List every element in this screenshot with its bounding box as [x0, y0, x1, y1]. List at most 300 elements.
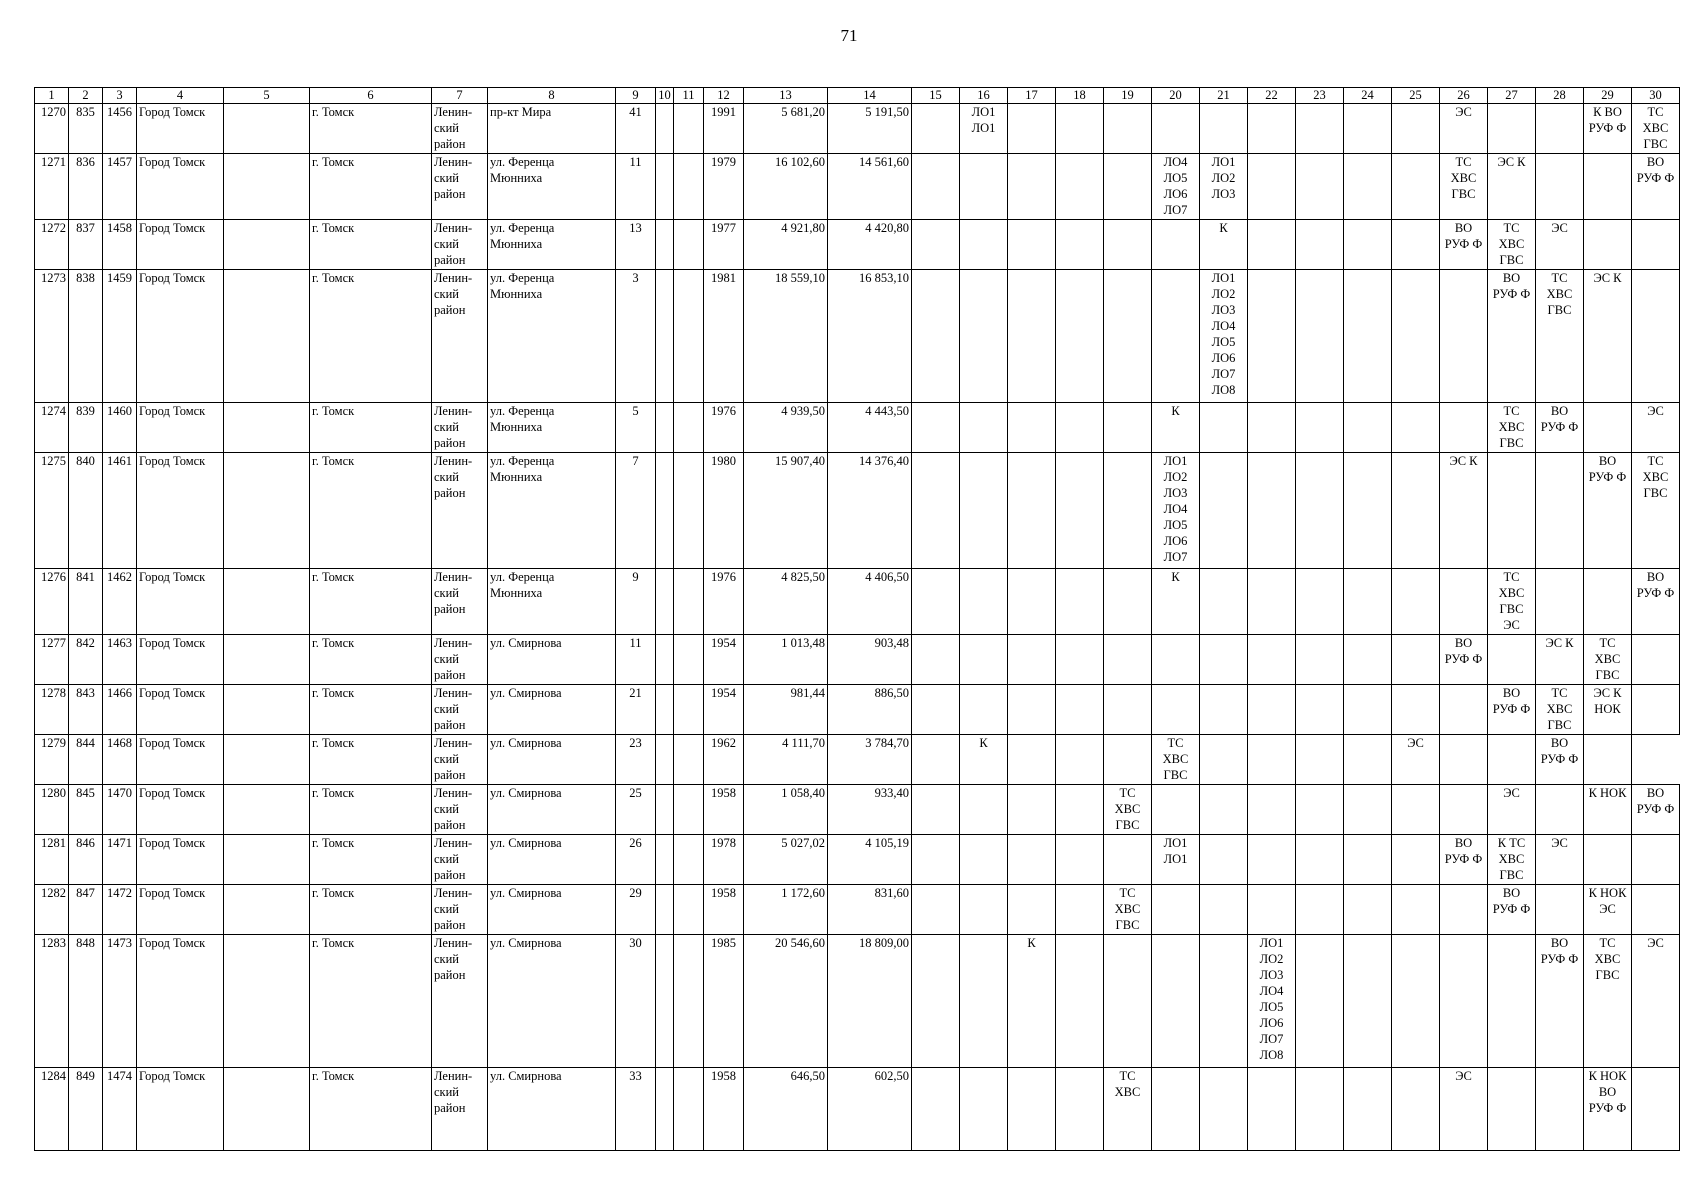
cell-col-12: 1980 — [704, 453, 744, 569]
cell-col-11 — [674, 403, 704, 453]
cell-col-10 — [656, 403, 674, 453]
cell-col-10 — [656, 1068, 674, 1151]
cell-col-1: 1274 — [35, 403, 69, 453]
cell-col-7: Ленин- ский район — [432, 569, 488, 635]
cell-col-28 — [1536, 154, 1584, 220]
cell-col-15 — [912, 220, 960, 270]
cell-col-24 — [1344, 635, 1392, 685]
cell-col-10 — [656, 785, 674, 835]
cell-col-29: ТС ХВС ГВС — [1584, 635, 1632, 685]
cell-col-4: Город Томск — [137, 220, 224, 270]
cell-col-29 — [1584, 403, 1632, 453]
cell-col-19 — [1104, 453, 1152, 569]
cell-col-8: ул. Ференца Мюнниха — [488, 154, 616, 220]
cell-col-23 — [1296, 569, 1344, 635]
cell-col-25: ЭС — [1392, 735, 1440, 785]
cell-col-13: 16 102,60 — [744, 154, 828, 220]
cell-col-19 — [1104, 104, 1152, 154]
cell-col-20 — [1152, 270, 1200, 403]
cell-col-7: Ленин- ский район — [432, 835, 488, 885]
cell-col-28 — [1536, 1068, 1584, 1151]
cell-col-8: ул. Смирнова — [488, 935, 616, 1068]
column-header-27: 27 — [1488, 88, 1536, 104]
table-row — [35, 403, 1680, 453]
cell-col-21 — [1200, 835, 1248, 885]
cell-col-3: 1466 — [103, 685, 137, 735]
cell-col-29: К НОК ЭС — [1584, 885, 1632, 935]
cell-col-4: Город Томск — [137, 835, 224, 885]
table-row — [35, 835, 1680, 885]
cell-col-19 — [1104, 685, 1152, 735]
cell-col-2: 848 — [69, 935, 103, 1068]
cell-col-22 — [1248, 835, 1296, 885]
cell-col-19 — [1104, 154, 1152, 220]
cell-col-12: 1976 — [704, 403, 744, 453]
cell-col-15 — [912, 403, 960, 453]
cell-col-10 — [656, 220, 674, 270]
cell-col-11 — [674, 835, 704, 885]
cell-col-23 — [1296, 403, 1344, 453]
cell-col-22 — [1248, 635, 1296, 685]
cell-col-15 — [912, 453, 960, 569]
cell-col-24 — [1344, 835, 1392, 885]
cell-col-16 — [960, 835, 1008, 885]
cell-col-22: ЛО1 ЛО2 ЛО3 ЛО4 ЛО5 ЛО6 ЛО7 ЛО8 — [1248, 935, 1296, 1068]
cell-col-30 — [1632, 220, 1680, 270]
cell-col-30 — [1632, 270, 1680, 403]
cell-col-7: Ленин- ский район — [432, 453, 488, 569]
cell-col-29 — [1584, 835, 1632, 885]
cell-col-9: 41 — [616, 104, 656, 154]
cell-col-22 — [1248, 1068, 1296, 1151]
cell-col-6: г. Томск — [310, 403, 432, 453]
cell-col-3: 1468 — [103, 735, 137, 785]
cell-col-28: ТС ХВС ГВС — [1536, 270, 1584, 403]
cell-col-15 — [912, 835, 960, 885]
cell-col-14: 16 853,10 — [828, 270, 912, 403]
column-header-row — [35, 88, 1680, 104]
cell-col-25 — [1392, 635, 1440, 685]
cell-col-1: 1284 — [35, 1068, 69, 1151]
cell-col-2: 838 — [69, 270, 103, 403]
cell-col-17: К — [1008, 935, 1056, 1068]
cell-col-22 — [1248, 270, 1296, 403]
cell-col-1: 1281 — [35, 835, 69, 885]
cell-col-25 — [1392, 154, 1440, 220]
cell-col-15 — [912, 735, 960, 785]
cell-col-23 — [1296, 1068, 1344, 1151]
cell-col-10 — [656, 935, 674, 1068]
cell-col-25 — [1392, 1068, 1440, 1151]
cell-col-13: 5 027,02 — [744, 835, 828, 885]
cell-col-4: Город Томск — [137, 935, 224, 1068]
cell-col-26: ВО РУФ Ф — [1440, 635, 1488, 685]
cell-col-7: Ленин- ский район — [432, 635, 488, 685]
cell-col-13: 981,44 — [744, 685, 828, 735]
cell-col-18 — [1056, 935, 1104, 1068]
cell-col-16 — [960, 785, 1008, 835]
cell-col-19 — [1104, 835, 1152, 885]
cell-col-1: 1270 — [35, 104, 69, 154]
cell-col-21 — [1200, 569, 1248, 635]
cell-col-2: 839 — [69, 403, 103, 453]
cell-col-27: ЭС — [1488, 785, 1536, 835]
cell-col-14: 4 105,19 — [828, 835, 912, 885]
cell-col-16 — [960, 569, 1008, 635]
cell-col-12: 1991 — [704, 104, 744, 154]
cell-col-17 — [1008, 1068, 1056, 1151]
cell-col-9: 21 — [616, 685, 656, 735]
cell-col-28: ЭС — [1536, 220, 1584, 270]
cell-col-17 — [1008, 785, 1056, 835]
cell-col-3: 1470 — [103, 785, 137, 835]
column-header-23: 23 — [1296, 88, 1344, 104]
cell-col-18 — [1056, 104, 1104, 154]
cell-col-26 — [1440, 735, 1488, 785]
cell-col-7: Ленин- ский район — [432, 154, 488, 220]
cell-col-11 — [674, 885, 704, 935]
table-row — [35, 1068, 1680, 1151]
cell-col-16: К — [960, 735, 1008, 785]
cell-col-7: Ленин- ский район — [432, 885, 488, 935]
cell-col-20 — [1152, 885, 1200, 935]
column-header-30: 30 — [1632, 88, 1680, 104]
cell-col-23 — [1296, 154, 1344, 220]
cell-col-25 — [1392, 685, 1440, 735]
cell-col-26: ЭС К — [1440, 453, 1488, 569]
cell-col-18 — [1056, 885, 1104, 935]
cell-col-1: 1278 — [35, 685, 69, 735]
cell-col-9: 33 — [616, 1068, 656, 1151]
cell-col-10 — [656, 154, 674, 220]
cell-col-3: 1460 — [103, 403, 137, 453]
cell-col-24 — [1344, 569, 1392, 635]
cell-col-24 — [1344, 403, 1392, 453]
cell-col-6: г. Томск — [310, 453, 432, 569]
cell-col-17 — [1008, 220, 1056, 270]
cell-col-4: Город Томск — [137, 735, 224, 785]
cell-col-1: 1276 — [35, 569, 69, 635]
cell-col-6: г. Томск — [310, 685, 432, 735]
cell-col-28 — [1536, 453, 1584, 569]
cell-col-3: 1457 — [103, 154, 137, 220]
cell-col-21 — [1200, 785, 1248, 835]
cell-col-9: 9 — [616, 569, 656, 635]
column-header-6: 6 — [310, 88, 432, 104]
cell-col-28: ЭС — [1536, 835, 1584, 885]
cell-col-12: 1985 — [704, 935, 744, 1068]
cell-col-28: ВО РУФ Ф — [1536, 935, 1584, 1068]
cell-col-5 — [224, 453, 310, 569]
cell-col-17 — [1008, 735, 1056, 785]
cell-col-3: 1458 — [103, 220, 137, 270]
cell-col-12: 1977 — [704, 220, 744, 270]
cell-col-13: 4 825,50 — [744, 569, 828, 635]
cell-col-8: ул. Смирнова — [488, 685, 616, 735]
cell-col-15 — [912, 104, 960, 154]
cell-col-27: ТС ХВС ГВС — [1488, 403, 1536, 453]
cell-col-2: 835 — [69, 104, 103, 154]
cell-col-15 — [912, 685, 960, 735]
cell-col-11 — [674, 635, 704, 685]
cell-col-14: 14 561,60 — [828, 154, 912, 220]
cell-col-24 — [1344, 154, 1392, 220]
cell-col-29: К НОК — [1584, 785, 1632, 835]
cell-col-2: 836 — [69, 154, 103, 220]
column-header-7: 7 — [432, 88, 488, 104]
cell-col-5 — [224, 220, 310, 270]
cell-col-2: 845 — [69, 785, 103, 835]
cell-col-30: ВО РУФ Ф — [1632, 785, 1680, 835]
cell-col-6: г. Томск — [310, 1068, 432, 1151]
cell-col-6: г. Томск — [310, 785, 432, 835]
cell-col-21 — [1200, 935, 1248, 1068]
cell-col-8: пр-кт Мира — [488, 104, 616, 154]
cell-col-12: 1976 — [704, 569, 744, 635]
cell-col-5 — [224, 785, 310, 835]
cell-col-22 — [1248, 403, 1296, 453]
cell-col-15 — [912, 885, 960, 935]
cell-col-16 — [960, 935, 1008, 1068]
table-row — [35, 635, 1680, 685]
cell-col-19 — [1104, 403, 1152, 453]
cell-col-29: К ВО РУФ Ф — [1584, 104, 1632, 154]
cell-col-12: 1958 — [704, 885, 744, 935]
column-header-13: 13 — [744, 88, 828, 104]
cell-col-18 — [1056, 735, 1104, 785]
cell-col-10 — [656, 104, 674, 154]
cell-col-24 — [1344, 935, 1392, 1068]
cell-col-22 — [1248, 685, 1296, 735]
cell-col-11 — [674, 453, 704, 569]
cell-col-16 — [960, 635, 1008, 685]
cell-col-18 — [1056, 1068, 1104, 1151]
cell-col-6: г. Томск — [310, 569, 432, 635]
cell-col-5 — [224, 885, 310, 935]
table-row — [35, 270, 1680, 403]
cell-col-12: 1958 — [704, 785, 744, 835]
cell-col-1: 1271 — [35, 154, 69, 220]
cell-col-11 — [674, 270, 704, 403]
cell-col-15 — [912, 154, 960, 220]
cell-col-30 — [1632, 685, 1680, 735]
cell-col-19 — [1104, 935, 1152, 1068]
cell-col-15 — [912, 569, 960, 635]
cell-col-14: 933,40 — [828, 785, 912, 835]
table-row — [35, 154, 1680, 220]
cell-col-11 — [674, 154, 704, 220]
cell-col-26 — [1440, 885, 1488, 935]
cell-col-4: Город Томск — [137, 453, 224, 569]
cell-col-29: ТС ХВС ГВС — [1584, 935, 1632, 1068]
cell-col-3: 1473 — [103, 935, 137, 1068]
cell-col-2: 846 — [69, 835, 103, 885]
cell-col-12: 1954 — [704, 685, 744, 735]
cell-col-1: 1280 — [35, 785, 69, 835]
table-row — [35, 569, 1680, 635]
cell-col-9: 11 — [616, 154, 656, 220]
cell-col-17 — [1008, 270, 1056, 403]
column-header-1: 1 — [35, 88, 69, 104]
cell-col-1: 1277 — [35, 635, 69, 685]
cell-col-26 — [1440, 785, 1488, 835]
cell-col-29: К НОК ВО РУФ Ф — [1584, 1068, 1632, 1151]
cell-col-28: ЭС К — [1536, 635, 1584, 685]
cell-col-27: ВО РУФ Ф — [1488, 885, 1536, 935]
cell-col-21 — [1200, 685, 1248, 735]
cell-col-26 — [1440, 935, 1488, 1068]
cell-col-26 — [1440, 569, 1488, 635]
column-header-9: 9 — [616, 88, 656, 104]
cell-col-11 — [674, 220, 704, 270]
cell-col-11 — [674, 785, 704, 835]
column-header-24: 24 — [1344, 88, 1392, 104]
cell-col-12: 1981 — [704, 270, 744, 403]
cell-col-24 — [1344, 220, 1392, 270]
cell-col-10 — [656, 885, 674, 935]
cell-col-8: ул. Ференца Мюнниха — [488, 569, 616, 635]
cell-col-29 — [1584, 154, 1632, 220]
cell-col-20 — [1152, 220, 1200, 270]
cell-col-30 — [1632, 885, 1680, 935]
cell-col-29 — [1584, 220, 1632, 270]
cell-col-20: ЛО1 ЛО2 ЛО3 ЛО4 ЛО5 ЛО6 ЛО7 — [1152, 453, 1200, 569]
cell-col-23 — [1296, 835, 1344, 885]
cell-col-3: 1471 — [103, 835, 137, 885]
cell-col-5 — [224, 635, 310, 685]
cell-col-18 — [1056, 453, 1104, 569]
cell-col-15 — [912, 785, 960, 835]
cell-col-4: Город Томск — [137, 1068, 224, 1151]
cell-col-1: 1275 — [35, 453, 69, 569]
cell-col-6: г. Томск — [310, 220, 432, 270]
table-row — [35, 104, 1680, 154]
cell-col-9: 29 — [616, 885, 656, 935]
cell-col-16 — [960, 885, 1008, 935]
cell-col-12: 1962 — [704, 735, 744, 785]
cell-col-3: 1472 — [103, 885, 137, 935]
table-row — [35, 885, 1680, 935]
cell-col-23 — [1296, 220, 1344, 270]
cell-col-18 — [1056, 270, 1104, 403]
cell-col-20 — [1152, 685, 1200, 735]
cell-col-30: ТС ХВС ГВС — [1632, 104, 1680, 154]
cell-col-4: Город Томск — [137, 270, 224, 403]
cell-col-25 — [1392, 935, 1440, 1068]
cell-col-22 — [1248, 220, 1296, 270]
cell-col-13: 4 939,50 — [744, 403, 828, 453]
cell-col-21: ЛО1 ЛО2 ЛО3 — [1200, 154, 1248, 220]
cell-col-24 — [1344, 785, 1392, 835]
cell-col-13: 15 907,40 — [744, 453, 828, 569]
cell-col-11 — [674, 1068, 704, 1151]
column-header-19: 19 — [1104, 88, 1152, 104]
cell-col-7: Ленин- ский район — [432, 1068, 488, 1151]
cell-col-12: 1979 — [704, 154, 744, 220]
cell-col-19 — [1104, 270, 1152, 403]
cell-col-7: Ленин- ский район — [432, 270, 488, 403]
cell-col-4: Город Томск — [137, 785, 224, 835]
cell-col-3: 1474 — [103, 1068, 137, 1151]
cell-col-14: 5 191,50 — [828, 104, 912, 154]
cell-col-19 — [1104, 635, 1152, 685]
cell-col-30: ЭС — [1632, 935, 1680, 1068]
cell-col-17 — [1008, 835, 1056, 885]
cell-col-4: Город Томск — [137, 403, 224, 453]
cell-col-2: 842 — [69, 635, 103, 685]
cell-col-18 — [1056, 403, 1104, 453]
cell-col-25 — [1392, 270, 1440, 403]
cell-col-11 — [674, 104, 704, 154]
cell-col-25 — [1392, 453, 1440, 569]
cell-col-6: г. Томск — [310, 885, 432, 935]
cell-col-1: 1272 — [35, 220, 69, 270]
cell-col-15 — [912, 270, 960, 403]
cell-col-17 — [1008, 685, 1056, 735]
cell-col-4: Город Томск — [137, 569, 224, 635]
cell-col-26 — [1440, 685, 1488, 735]
cell-col-25 — [1392, 569, 1440, 635]
cell-col-20 — [1152, 1068, 1200, 1151]
cell-col-22 — [1248, 569, 1296, 635]
cell-col-13: 5 681,20 — [744, 104, 828, 154]
cell-col-9: 13 — [616, 220, 656, 270]
cell-col-2: 840 — [69, 453, 103, 569]
cell-col-3: 1463 — [103, 635, 137, 685]
cell-col-12: 1954 — [704, 635, 744, 685]
cell-col-9: 3 — [616, 270, 656, 403]
cell-col-20: ЛО4 ЛО5 ЛО6 ЛО7 — [1152, 154, 1200, 220]
cell-col-26: ЭС — [1440, 1068, 1488, 1151]
cell-col-21 — [1200, 453, 1248, 569]
cell-col-26: ЭС — [1440, 104, 1488, 154]
cell-col-20: ЛО1 ЛО1 — [1152, 835, 1200, 885]
cell-col-30: ЭС — [1632, 403, 1680, 453]
cell-col-16: ЛО1 ЛО1 — [960, 104, 1008, 154]
cell-col-29: ЭС К НОК — [1584, 685, 1632, 735]
column-header-14: 14 — [828, 88, 912, 104]
cell-col-14: 831,60 — [828, 885, 912, 935]
cell-col-4: Город Томск — [137, 885, 224, 935]
cell-col-18 — [1056, 569, 1104, 635]
cell-col-7: Ленин- ский район — [432, 685, 488, 735]
cell-col-27 — [1488, 935, 1536, 1068]
cell-col-29 — [1584, 569, 1632, 635]
cell-col-15 — [912, 935, 960, 1068]
cell-col-14: 4 406,50 — [828, 569, 912, 635]
cell-col-3: 1456 — [103, 104, 137, 154]
column-header-18: 18 — [1056, 88, 1104, 104]
cell-col-7: Ленин- ский район — [432, 785, 488, 835]
cell-col-18 — [1056, 685, 1104, 735]
cell-col-4: Город Томск — [137, 685, 224, 735]
cell-col-28 — [1536, 885, 1584, 935]
column-header-15: 15 — [912, 88, 960, 104]
cell-col-23 — [1296, 935, 1344, 1068]
cell-col-23 — [1296, 270, 1344, 403]
cell-col-5 — [224, 685, 310, 735]
cell-col-4: Город Томск — [137, 154, 224, 220]
column-header-22: 22 — [1248, 88, 1296, 104]
cell-col-27: ВО РУФ Ф — [1488, 685, 1536, 735]
cell-col-18 — [1056, 635, 1104, 685]
cell-col-26 — [1440, 270, 1488, 403]
column-header-10: 10 — [656, 88, 674, 104]
cell-col-14: 18 809,00 — [828, 935, 912, 1068]
cell-col-13: 1 013,48 — [744, 635, 828, 685]
cell-col-8: ул. Смирнова — [488, 835, 616, 885]
cell-col-12: 1958 — [704, 1068, 744, 1151]
